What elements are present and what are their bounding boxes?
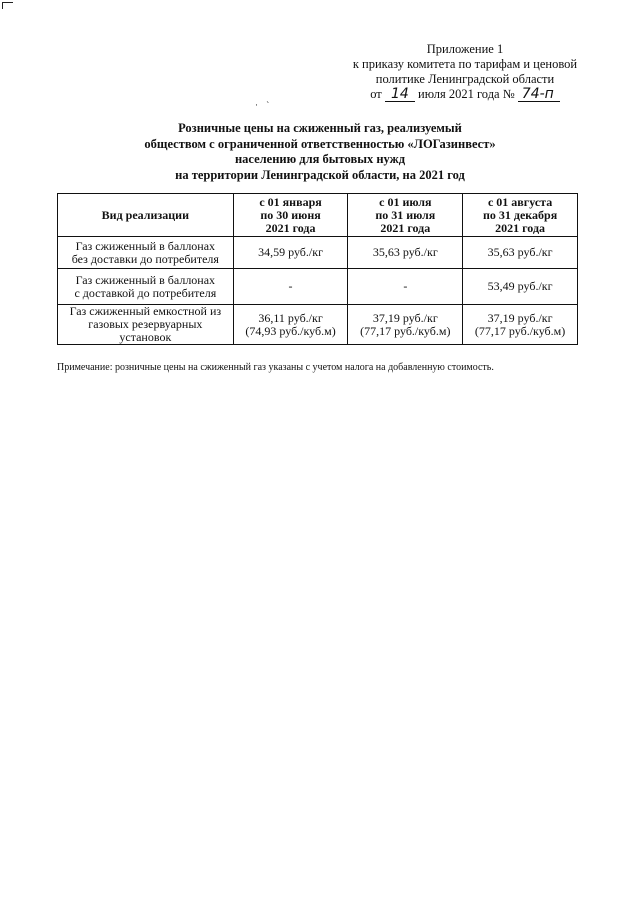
- header-text-line: 2021 года: [380, 220, 431, 235]
- order-date-line: [300, 87, 630, 102]
- price-cell: [233, 269, 348, 305]
- realization-type-cell: [58, 237, 234, 269]
- scan-specks: · ˋ: [255, 100, 273, 110]
- cell-text-line: (74,93 руб./куб.м): [245, 323, 336, 338]
- header-text-line: по 30 июня: [260, 207, 321, 222]
- cell-text-line: установок: [119, 330, 172, 344]
- price-cell: [463, 269, 578, 305]
- cell-text-line: Газ сжиженный в баллонах: [75, 238, 216, 253]
- table-row: [58, 269, 578, 305]
- cell-text-line: -: [403, 279, 408, 293]
- table-header-row: [58, 194, 578, 237]
- title-line-1: Розничные цены на сжиженный газ, реализуемый: [178, 121, 462, 135]
- header-text-line: с 01 августа: [487, 194, 553, 209]
- cell-text-line: 53,49 руб./кг: [487, 279, 553, 293]
- price-cell: [463, 237, 578, 269]
- appendix-title: Приложение 1: [426, 42, 504, 56]
- title-line-4: на территории Ленинградской области, на 2021 год: [175, 167, 465, 182]
- scan-corner-mark: [2, 2, 13, 9]
- cell-text-line: (77,17 руб./куб.м): [360, 323, 451, 338]
- header-text-line: 2021 года: [495, 220, 546, 235]
- cell-text-line: 34,59 руб./кг: [258, 245, 323, 259]
- cell-text-line: 37,19 руб./кг: [487, 310, 553, 325]
- price-cell: [348, 269, 463, 305]
- footnote: Примечание: розничные цены на сжиженный газ указаны с учетом налога на добавленную стоимость.: [57, 362, 494, 373]
- price-cell: [233, 305, 348, 345]
- title-line-3: населению для бытовых нужд: [234, 152, 406, 166]
- cell-text-line: газовых резервуарных: [88, 317, 203, 331]
- cell-text-line: (77,17 руб./куб.м): [474, 323, 566, 338]
- table-row: [58, 305, 578, 345]
- title-line-2: обществом с ограниченной ответственностью «ЛОГазинвест»: [144, 136, 496, 151]
- date-prefix: от: [370, 87, 382, 101]
- order-line-1: к приказу комитета по тарифам и ценовой: [352, 57, 578, 71]
- price-cell: [233, 237, 348, 269]
- cell-text-line: Газ сжиженный в баллонах: [75, 272, 216, 287]
- date-rest: июля 2021 года №: [418, 87, 515, 101]
- column-header-period-2: [348, 194, 463, 237]
- handwritten-order-number: 74-п: [518, 88, 560, 102]
- realization-type-cell: [58, 305, 234, 345]
- price-cell: [348, 305, 463, 345]
- cell-text-line: 36,11 руб./кг: [258, 310, 323, 325]
- appendix-block: [300, 42, 630, 102]
- header-text-line: по 31 июля: [375, 207, 436, 222]
- realization-type-cell: [58, 269, 234, 305]
- cell-text-line: 37,19 руб./кг: [372, 310, 438, 325]
- cell-text-line: с доставкой до потребителя: [74, 285, 217, 300]
- column-header-type: [58, 194, 234, 237]
- cell-text-line: -: [288, 279, 293, 293]
- header-text-line: с 01 января: [259, 194, 322, 209]
- header-text-line: с 01 июля: [379, 194, 432, 209]
- order-line-2: политике Ленинградской области: [375, 72, 555, 86]
- price-cell: [348, 237, 463, 269]
- column-header-period-1: [233, 194, 348, 237]
- header-text-line: по 31 декабря: [482, 207, 558, 222]
- handwritten-date-day: 14: [385, 88, 415, 102]
- column-header-period-3: [463, 194, 578, 237]
- header-text-line: Вид реализации: [101, 207, 189, 222]
- document-title: [60, 121, 580, 183]
- cell-text-line: Газ сжиженный емкостной из: [69, 304, 222, 318]
- header-text-line: 2021 года: [265, 220, 316, 235]
- cell-text-line: 35,63 руб./кг: [372, 245, 438, 259]
- cell-text-line: 35,63 руб./кг: [487, 245, 553, 259]
- cell-text-line: без доставки до потребителя: [71, 251, 219, 266]
- price-cell: [463, 305, 578, 345]
- table-row: [58, 237, 578, 269]
- price-table: [57, 193, 578, 345]
